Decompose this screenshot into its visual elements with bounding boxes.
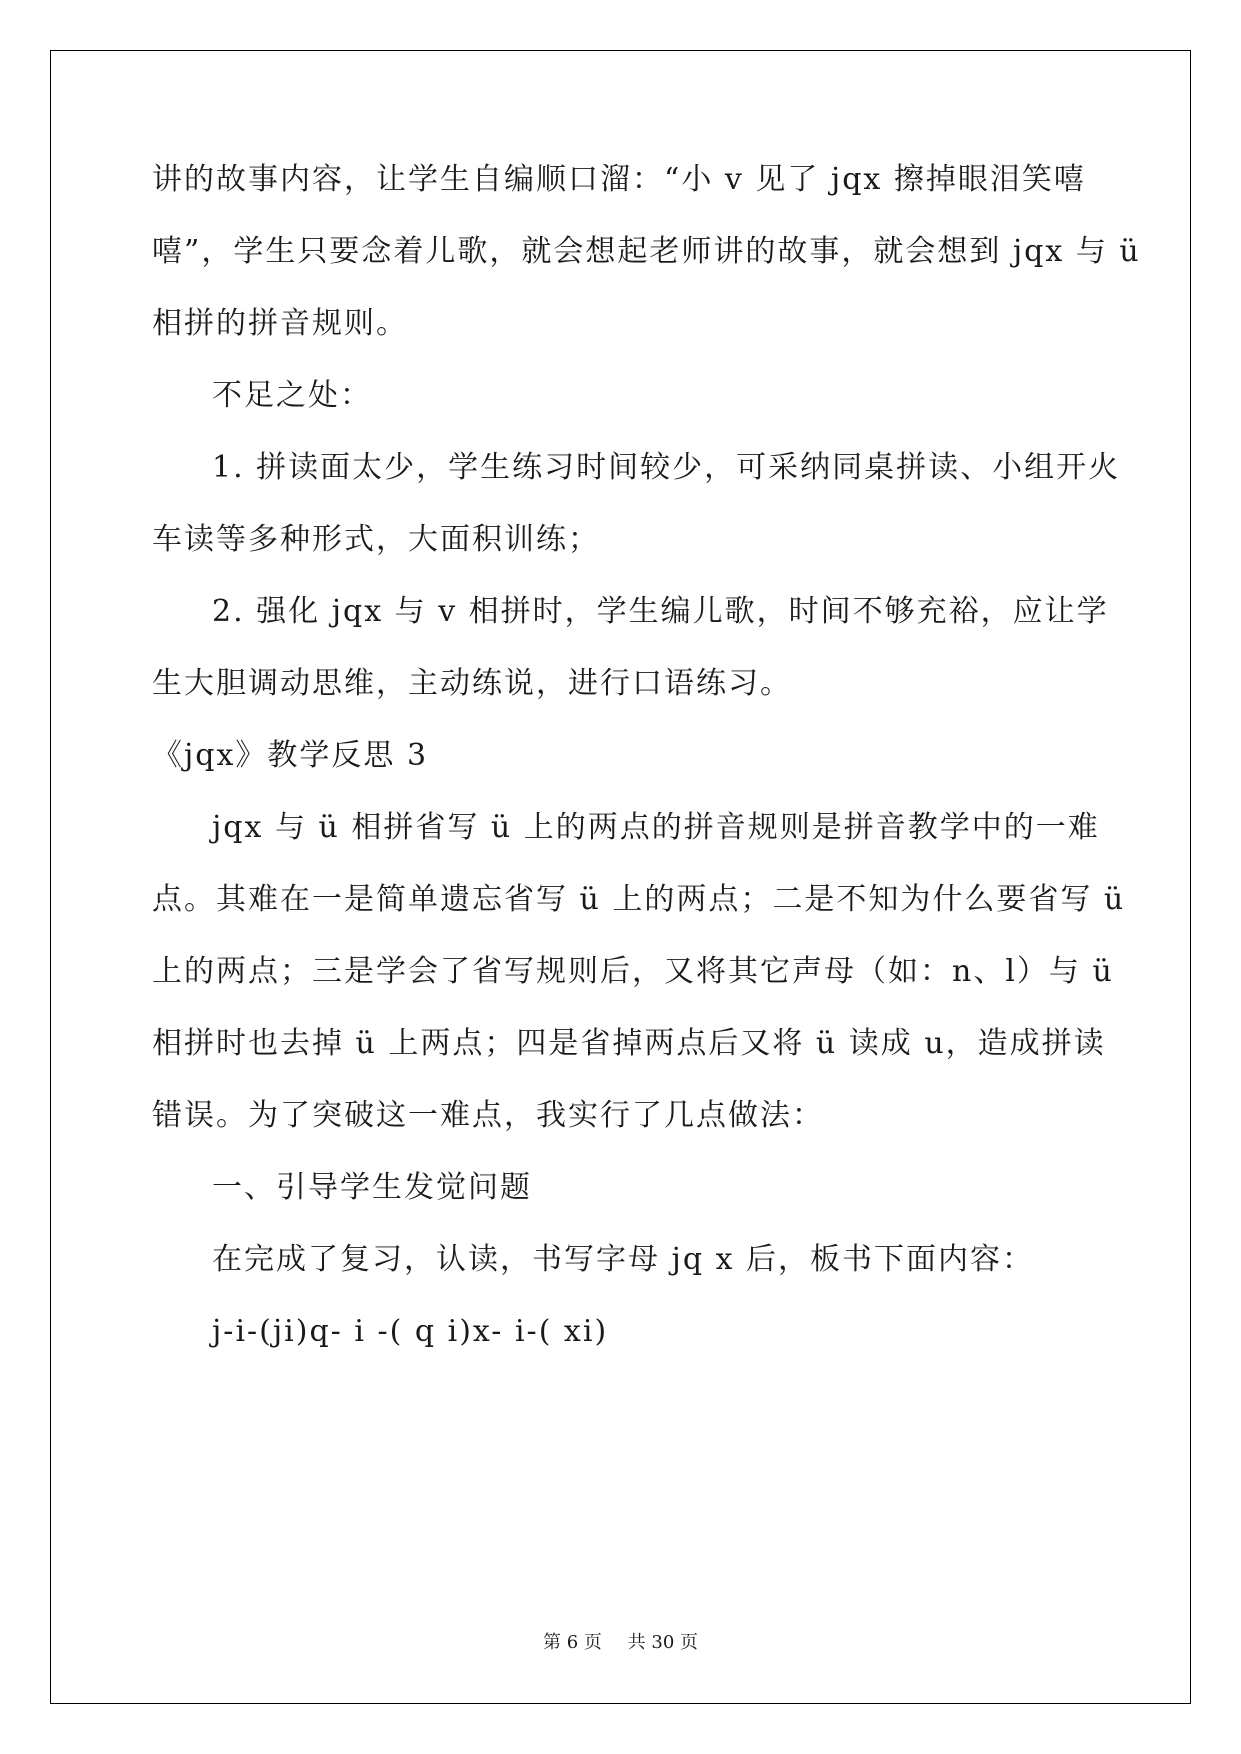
formula-line: j-i-(ji)q- i -( q i)x- i-( xi) (212, 1314, 609, 1349)
paragraph-start: 在完成了复习，认读，书写字母 jq x 后，板书下面内容： (212, 1242, 1035, 1277)
text-line: 相拼时也去掉 ü 上两点；四是省掉两点后又将 ü 读成 u，造成拼读 (152, 1026, 1106, 1061)
list-item-1: 1. 拼读面太少，学生练习时间较少，可采纳同桌拼读、小组开火 (212, 450, 1121, 485)
page-footer (0, 1628, 1241, 1654)
page-border (50, 50, 1191, 1704)
text-line: 生大胆调动思维，主动练说，进行口语练习。 (152, 666, 792, 701)
list-item-2: 2. 强化 jqx 与 v 相拼时，学生编儿歌，时间不够充裕，应让学 (212, 594, 1109, 629)
section-label: 不足之处： (212, 378, 372, 413)
paragraph-start: jqx 与 ü 相拼省写 ü 上的两点的拼音规则是拼音教学中的一难 (212, 810, 1100, 845)
section-heading: 《jqx》教学反思 3 (152, 738, 429, 773)
page-total: 共 30 页 (627, 1632, 698, 1653)
text-line: 相拼的拼音规则。 (152, 306, 408, 341)
text-line: 上的两点；三是学会了省写规则后，又将其它声母（如：n、l）与 ü (152, 954, 1114, 989)
subsection-heading: 一、引导学生发觉问题 (212, 1170, 532, 1205)
text-line: 点。其难在一是简单遗忘省写 ü 上的两点；二是不知为什么要省写 ü (152, 882, 1126, 917)
text-line: 车读等多种形式，大面积训练； (152, 522, 600, 557)
text-line: 错误。为了突破这一难点，我实行了几点做法： (152, 1098, 824, 1133)
text-line: 讲的故事内容，让学生自编顺口溜：“小 v 见了 jqx 擦掉眼泪笑嘻 (152, 162, 1086, 197)
text-line: 嘻”，学生只要念着儿歌，就会想起老师讲的故事，就会想到 jqx 与 ü (152, 234, 1141, 269)
page-number: 第 6 页 (543, 1632, 602, 1653)
